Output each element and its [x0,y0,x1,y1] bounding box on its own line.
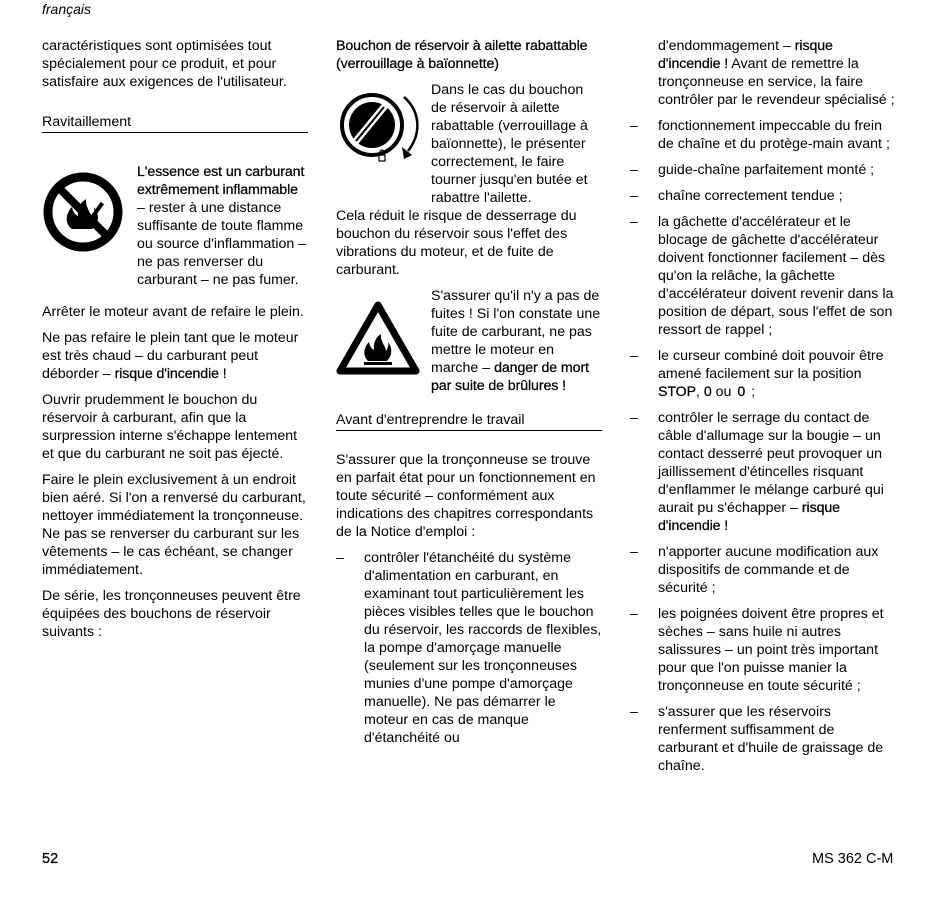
language-label: français [42,1,92,17]
fuel-warning-rest: – rester à une distance suffisante de toute flamme ou source d'inflammation – ne pas renverser du carburant – ne pas fumer. [137,200,307,288]
list-item-spark [630,409,896,535]
page-number: 52 [42,851,59,867]
leak-warning-plain: S'assurer qu'il n'y a pas de fuites ! Si l'on constate une fuite de carburant, ne pas mettre le moteur en marche – [431,288,601,376]
fire-risk-emphasis: risque d'incendie ! [114,366,227,382]
fuel-warning-block [42,163,308,303]
stop-label: STOP [658,384,696,400]
cap-instruction-text: Dans le cas du bouchon de réservoir à ailette rabattable (verrouillage à baïonnette), le présenter correctement, le faire tourner jusqu'en butée et rabattre l'ailette. [431,82,588,206]
list-item: – n'apporter aucune modification aux dispositifs de commande et de sécurité ; [630,543,896,597]
paragraph-check-condition: S'assurer que la tronçonneuse se trouve en parfait état pour un fonctionnement en toute sécurité – conformément aux indications des chapitres correspondants de la Notice d'emploi : [336,452,596,540]
paragraph-ventilated: Faire le plein exclusivement à un endroit bien aéré. Si l'on a renversé du carburant, nettoyer immédiatement la tronçonneuse. Ne pas se renverser du carburant sur les vêtements – le cas échéant, se changer immédiatement. [42,472,306,578]
fire-warning-block [336,287,602,397]
list-item-switch-position [630,347,896,401]
list-item: – s'assurer que les réservoirs renferment suffisamment de carburant et d'huile de graissage de chaîne. [630,703,896,775]
leak-warning-text [431,287,602,395]
leak-warning-emphasis: danger de mort par suite de brûlures ! [431,360,589,394]
cap-block [336,81,602,207]
column-3 [630,37,896,783]
checklist-col3 [630,117,896,775]
section-heading-avant: Avant d'entreprendre le travail [336,411,602,431]
list-item: – contrôler l'étanchéité du système d'alimentation en carburant, en examinant tout particulièrement les pièces visibles telles que le bouchon du réservoir, les raccords de flexibles, la pompe d'amorçage manuelle (seulement sur les tronçonneuses munies d'une pompe d'amorçage manuelle). Ne pas démarrer le moteur en cas de manque d'étanchéité ou [336,549,602,747]
list-item-continued [630,37,896,109]
paragraph-standard-caps: De série, les tronçonneuses peuvent être équipées des bouchons de réservoir suivants : [42,588,301,640]
paragraph-reduce-risk: Cela réduit le risque de desserrage du bouchon du réservoir sous l'effet des vibrations du moteur, et de fuite de carburant. [336,208,577,278]
fuel-cap-rotate-icon [336,89,428,174]
continued-emphasis: risque d'incendie ! [658,38,833,72]
section-heading-ravitaillement: Ravitaillement [42,113,308,133]
stop-symbol-icon: 0 [737,384,746,400]
hot-engine-text: Ne pas refaire le plein tant que le moteur est très chaud – du carburant peut déborder – [42,330,299,382]
intro-paragraph: caractéristiques sont optimisées tout spécialement pour ce produit, et pour satisfaire aux exigences de l'utilisateur. [42,38,287,90]
fuel-warning-strong: L'essence est un carburant extrêmement inflammable [137,164,305,198]
switch-position-text: le curseur combiné doit pouvoir être amené facilement sur la position [658,348,884,382]
conjunction-ou: ou [711,384,736,400]
model-number: MS 362 C-M [812,851,894,867]
list-item: – chaîne correctement tendue ; [630,187,896,205]
continued-text-b: Avant de remettre la tronçonneuse en service, la faire contrôler par le revendeur spécialisé ; [658,56,895,108]
list-item: – la gâchette d'accélérateur et le blocage de gâchette d'accélérateur doivent fonctionner facilement – dès qu'on la relâche, la gâchette d'accélérateur doivent revenir dans la position de départ, sous l'effet de son ressort de rappel ; [630,213,896,339]
paragraph-hot-engine [42,329,308,383]
separator-comma: , [695,384,704,400]
column-1 [42,37,308,649]
continued-text-a: d'endommagement – [658,38,791,54]
zero-label: 0 [703,384,712,400]
subheading-cap: Bouchon de réservoir à ailette rabattable (verrouillage à baïonnette) [336,38,588,72]
list-item: – guide-chaîne parfaitement monté ; [630,161,896,179]
paragraph-stop-engine: Arrêter le moteur avant de refaire le plein. [42,304,304,320]
checklist-col2 [336,549,602,747]
no-fire-icon [42,171,124,258]
list-item: – fonctionnement impeccable du frein de chaîne et du protège-main avant ; [630,117,896,153]
paragraph-open-cap: Ouvrir prudemment le bouchon du réservoir à carburant, afin que la surpression interne s'échappe lentement et que du carburant ne soit pas éjecté. [42,392,298,462]
flammable-warning-icon [336,301,420,382]
spark-emphasis: risque d'incendie ! [658,500,840,534]
item-end: ; [747,384,756,400]
fuel-warning-text [137,163,308,289]
spark-text: contrôler le serrage du contact de câble d'allumage sur la bougie – un contact desserré peut provoquer un jaillissement d'étincelles risquant d'enflammer le mélange carburé qui aurait pu s'échapper – [658,410,884,516]
column-2 [336,37,602,755]
list-item: – les poignées doivent être propres et sèches – sans huile ni autres salissures – un point très important pour que l'on puisse manier la tronçonneuse en toute sécurité ; [630,605,896,695]
